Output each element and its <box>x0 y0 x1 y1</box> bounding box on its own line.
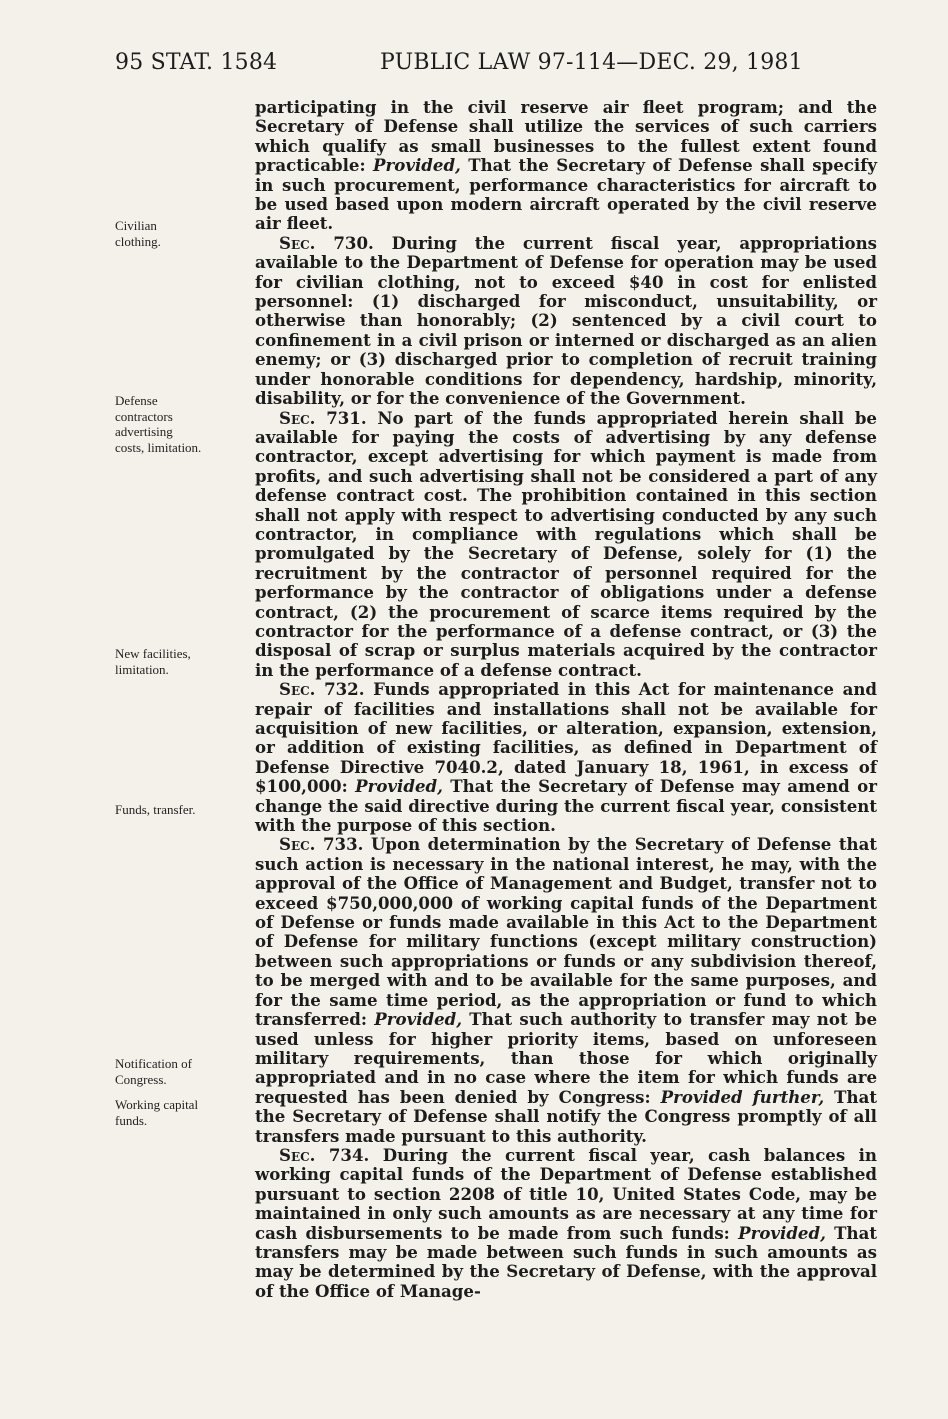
statute-body <box>255 98 877 1301</box>
margin-note-defense-advertising: Defense contractors advertising costs, limitation. <box>115 393 202 455</box>
section-730: Sec. 730. During the current fiscal year, appropriations available to the Department of Defense for operation may be used for civilian clothing, not to exceed $40 in cost for enlisted personnel: (1) discharged for misconduct, unsuitability, or otherwise than honorably; (2) sentenced by a civil court to confinement in a civil prison or interned or discharged as an alien enemy; or (3) discharged prior to completion of recruit training under honorable conditions for dependency, hardship, minority, disability, or for the convenience of the Government. <box>255 232 877 409</box>
section-731: Sec. 731. No part of the funds appropriated herein shall be available for paying the costs of advertising by any defense contractor, except advertising for which payment is made from profits, and such advertising shall not be considered a part of any defense contract cost. The prohibition contained in this section shall not apply with respect to advertising conducted by any such contractor, in compliance with regulations which shall be promulgated by the Secretary of Defense, solely for (1) the recruitment by the contractor of personnel required for the performance by the contractor of obligations under a defense contract, (2) the procurement of scarce items required by the contractor for the performance of a defense contract, or (3) the disposal of scrap or surplus materials acquired by the contractor in the performance of a defense contract. <box>255 407 877 680</box>
public-law-title: PUBLIC LAW 97-114—DEC. 29, 1981 <box>380 50 803 75</box>
stat-page-number: 95 STAT. 1584 <box>115 50 278 75</box>
section-734: Sec. 734. During the current fiscal year, cash balances in working capital funds of the Department of Defense established pursuant to section 2208 of title 10, United States Code, may be maintained in only such amounts as are necessary at any time for cash disbursements to be made from such funds: Provided, That transfers may be made between such funds in such amounts as may be determined by the Secretary of Defense, with the approval of the Office of Manage- <box>255 1144 877 1301</box>
margin-note-working-capital: Working capital funds. <box>115 1097 199 1128</box>
margin-note-notification-congress: Notification of Congress. <box>115 1056 192 1087</box>
margin-note-funds-transfer: Funds, transfer. <box>115 802 196 817</box>
margin-note-civilian-clothing: Civilian clothing. <box>115 218 161 249</box>
margin-note-new-facilities: New facilities, limitation. <box>115 646 191 677</box>
section-732: Sec. 732. Funds appropriated in this Act for maintenance and repair of facilities and installations shall not be available for acquisition of new facilities, or alteration, expansion, extension, or addition of existing facilities, as defined in Department of Defense Directive 7040.2, dated January 18, 1961, in excess of $100,000: Provided, That the Secretary of Defense may amend or change the said directive during the current fiscal year, consistent with the purpose of this section. <box>255 679 877 836</box>
section-733: Sec. 733. Upon determination by the Secretary of Defense that such action is necessary in the national interest, he may, with the approval of the Office of Management and Budget, transfer not to exceed $750,000,000 of working capital funds of the Department of Defense or funds made available in this Act to the Department of Defense for military functions (except military construction) between such appropriations or funds or any subdivision thereof, to be merged with and to be available for the same purposes, and for the same time period, as the appropriation or fund to which transferred: Provided, That such authority to transfer may not be used unless for higher priority items, based on unforeseen military requirements, than those for which originally appropriated and in no case where the item for which funds are requested has been denied by Congress: Provided further, That the Secretary of Defense shall notify the Congress promptly of all transfers made pursuant to this authority. <box>255 834 878 1146</box>
continued-paragraph: participating in the civil reserve air fleet program; and the Secretary of Defense shall utilize the services of such carriers which qualify as small businesses to the fullest extent found practicable: Provided, That the Secretary of Defense shall specify in such procurement, performance characteristics for aircraft to be used based upon modern aircraft operated by the civil reserve air fleet. <box>255 97 877 234</box>
